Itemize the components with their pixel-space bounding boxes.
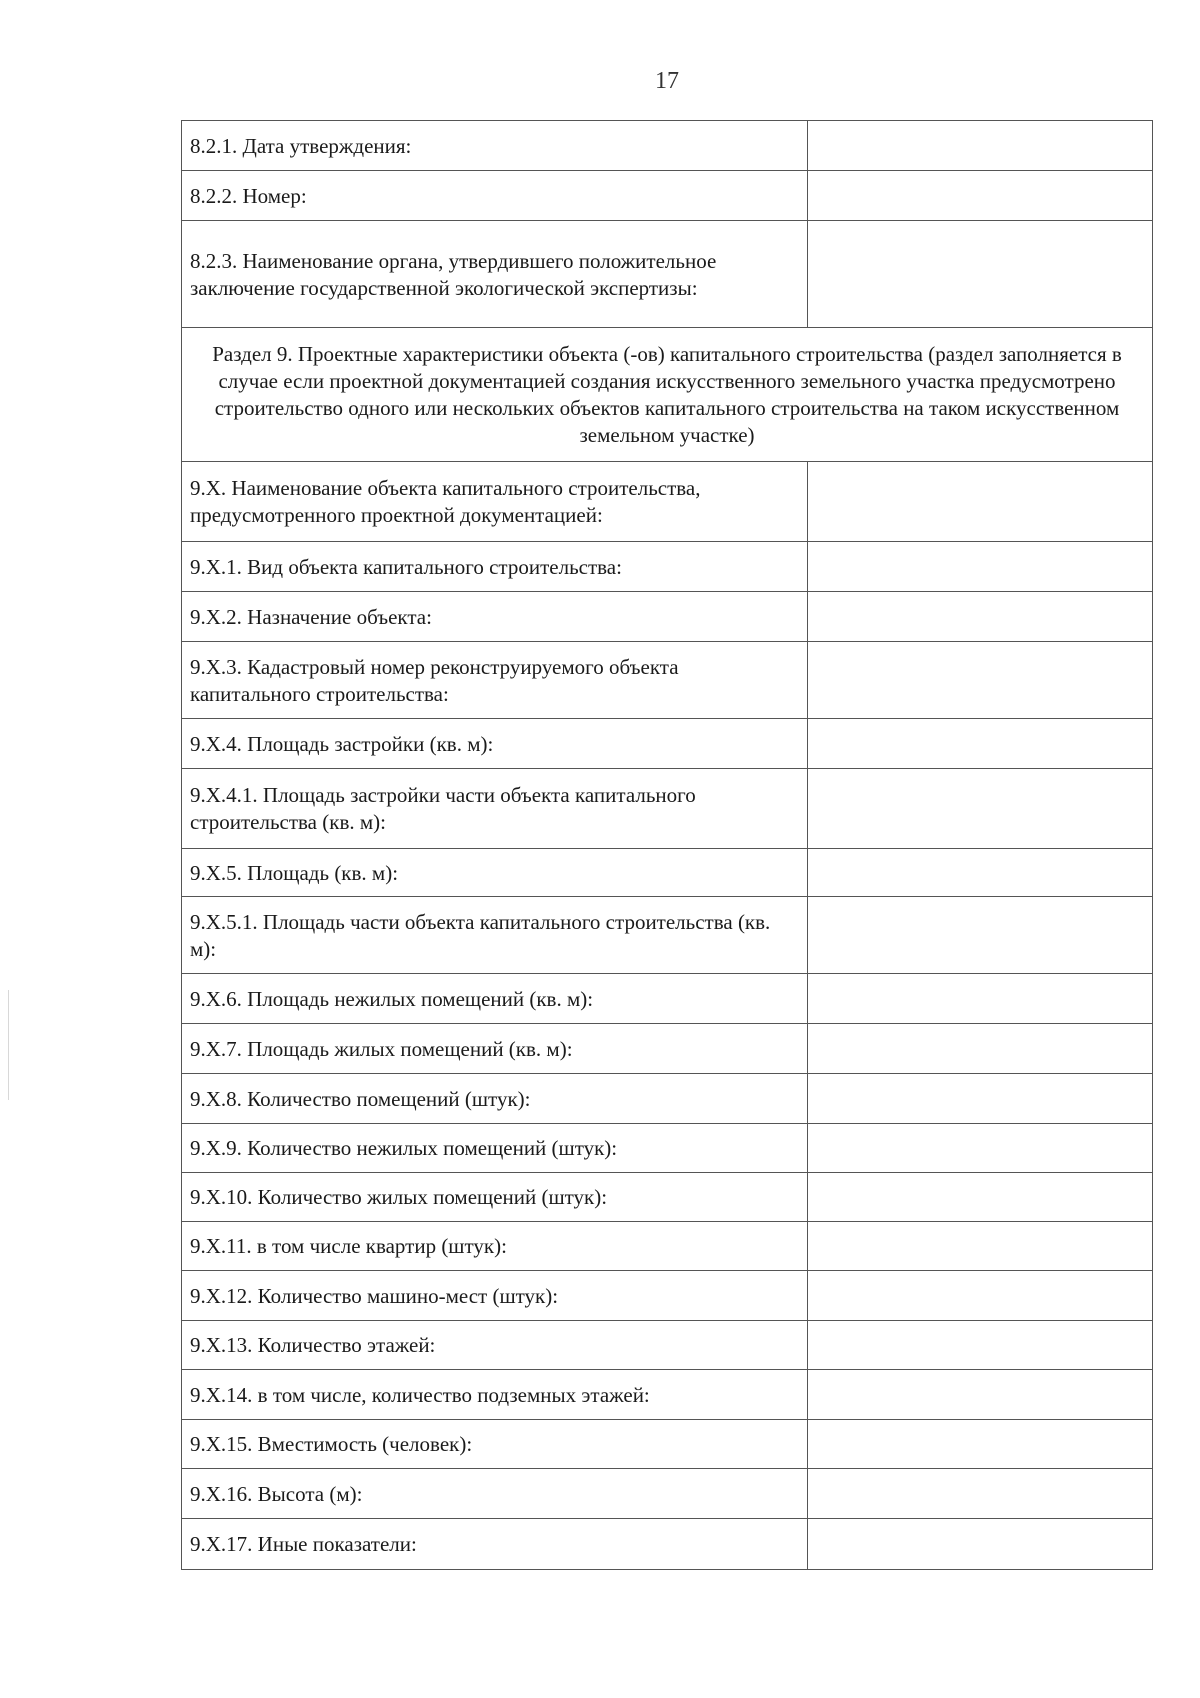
- row-9-x-label: 9.X. Наименование объекта капитального строительства, предусмотренного проектной документацией:: [182, 462, 808, 542]
- table-row: [182, 1469, 1153, 1519]
- row-9-x-7-value-field[interactable]: [808, 1024, 1153, 1074]
- table-row: [182, 1173, 1153, 1222]
- row-9-x-3-value-field[interactable]: [808, 642, 1153, 719]
- row-9-x-15-label: 9.X.15. Вместимость (человек):: [182, 1420, 808, 1469]
- table-row: [182, 769, 1153, 849]
- table-row: [182, 542, 1153, 592]
- row-9-x-15-value-field[interactable]: [808, 1420, 1153, 1469]
- table-row: [182, 1420, 1153, 1469]
- table-row: [182, 1024, 1153, 1074]
- row-8-2-2-value-field[interactable]: [808, 171, 1153, 221]
- table-row: [182, 121, 1153, 171]
- row-9-x-4-1-value-field[interactable]: [808, 769, 1153, 849]
- row-9-x-2-label: 9.X.2. Назначение объекта:: [182, 592, 808, 642]
- row-9-x-2-value-field[interactable]: [808, 592, 1153, 642]
- table-row: [182, 1519, 1153, 1570]
- row-9-x-6-label: 9.X.6. Площадь нежилых помещений (кв. м):: [182, 974, 808, 1024]
- row-8-2-1-label: 8.2.1. Дата утверждения:: [182, 121, 808, 171]
- row-9-x-17-label: 9.X.17. Иные показатели:: [182, 1519, 808, 1570]
- row-9-x-16-label: 9.X.16. Высота (м):: [182, 1469, 808, 1519]
- table-row: [182, 462, 1153, 542]
- row-9-x-1-value-field[interactable]: [808, 542, 1153, 592]
- row-9-x-9-label: 9.X.9. Количество нежилых помещений (штук):: [182, 1124, 808, 1173]
- row-9-x-12-value-field[interactable]: [808, 1271, 1153, 1321]
- table-row: [182, 171, 1153, 221]
- row-9-x-6-value-field[interactable]: [808, 974, 1153, 1024]
- table-row: [182, 1222, 1153, 1271]
- section-9-header: Раздел 9. Проектные характеристики объекта (-ов) капитального строительства (раздел заполняется в случае если проектной документацией создания искусственного земельного участка предусмотрено строительство одного или нескольких объектов капитального строительства на таком искусственном земельном участке): [182, 328, 1153, 462]
- row-9-x-3-label: 9.X.3. Кадастровый номер реконструируемого объекта капитального строительства:: [182, 642, 808, 719]
- table-body: [182, 121, 1153, 1570]
- row-9-x-value-field[interactable]: [808, 462, 1153, 542]
- scan-edge-mark: [8, 990, 9, 1100]
- table-row: [182, 592, 1153, 642]
- table-row: [182, 974, 1153, 1024]
- row-9-x-7-label: 9.X.7. Площадь жилых помещений (кв. м):: [182, 1024, 808, 1074]
- row-9-x-10-value-field[interactable]: [808, 1173, 1153, 1222]
- row-9-x-5-value-field[interactable]: [808, 849, 1153, 897]
- table-row: [182, 1370, 1153, 1420]
- section-row: [182, 328, 1153, 462]
- table-row: [182, 897, 1153, 974]
- row-9-x-17-value-field[interactable]: [808, 1519, 1153, 1570]
- row-9-x-14-label: 9.X.14. в том числе, количество подземных этажей:: [182, 1370, 808, 1420]
- table-row: [182, 642, 1153, 719]
- row-9-x-4-1-label: 9.X.4.1. Площадь застройки части объекта капитального строительства (кв. м):: [182, 769, 808, 849]
- table-row: [182, 1321, 1153, 1370]
- characteristics-table: [181, 120, 1153, 1570]
- row-9-x-8-label: 9.X.8. Количество помещений (штук):: [182, 1074, 808, 1124]
- row-9-x-5-1-label: 9.X.5.1. Площадь части объекта капитального строительства (кв. м):: [182, 897, 808, 974]
- row-9-x-8-value-field[interactable]: [808, 1074, 1153, 1124]
- row-9-x-4-label: 9.X.4. Площадь застройки (кв. м):: [182, 719, 808, 769]
- row-9-x-4-value-field[interactable]: [808, 719, 1153, 769]
- row-9-x-1-label: 9.X.1. Вид объекта капитального строительства:: [182, 542, 808, 592]
- row-9-x-5-label: 9.X.5. Площадь (кв. м):: [182, 849, 808, 897]
- table-row: [182, 1124, 1153, 1173]
- row-9-x-14-value-field[interactable]: [808, 1370, 1153, 1420]
- row-9-x-12-label: 9.X.12. Количество машино-мест (штук):: [182, 1271, 808, 1321]
- table-row: [182, 221, 1153, 328]
- row-9-x-13-label: 9.X.13. Количество этажей:: [182, 1321, 808, 1370]
- table-row: [182, 1271, 1153, 1321]
- row-9-x-16-value-field[interactable]: [808, 1469, 1153, 1519]
- row-8-2-2-label: 8.2.2. Номер:: [182, 171, 808, 221]
- table-row: [182, 1074, 1153, 1124]
- row-8-2-1-value-field[interactable]: [808, 121, 1153, 171]
- row-8-2-3-value-field[interactable]: [808, 221, 1153, 328]
- row-8-2-3-label: 8.2.3. Наименование органа, утвердившего положительное заключение государственной экологической экспертизы:: [182, 221, 808, 328]
- page-number: 17: [655, 68, 679, 94]
- table-row: [182, 849, 1153, 897]
- row-9-x-13-value-field[interactable]: [808, 1321, 1153, 1370]
- table-row: [182, 719, 1153, 769]
- row-9-x-11-label: 9.X.11. в том числе квартир (штук):: [182, 1222, 808, 1271]
- row-9-x-5-1-value-field[interactable]: [808, 897, 1153, 974]
- row-9-x-9-value-field[interactable]: [808, 1124, 1153, 1173]
- row-9-x-10-label: 9.X.10. Количество жилых помещений (штук):: [182, 1173, 808, 1222]
- row-9-x-11-value-field[interactable]: [808, 1222, 1153, 1271]
